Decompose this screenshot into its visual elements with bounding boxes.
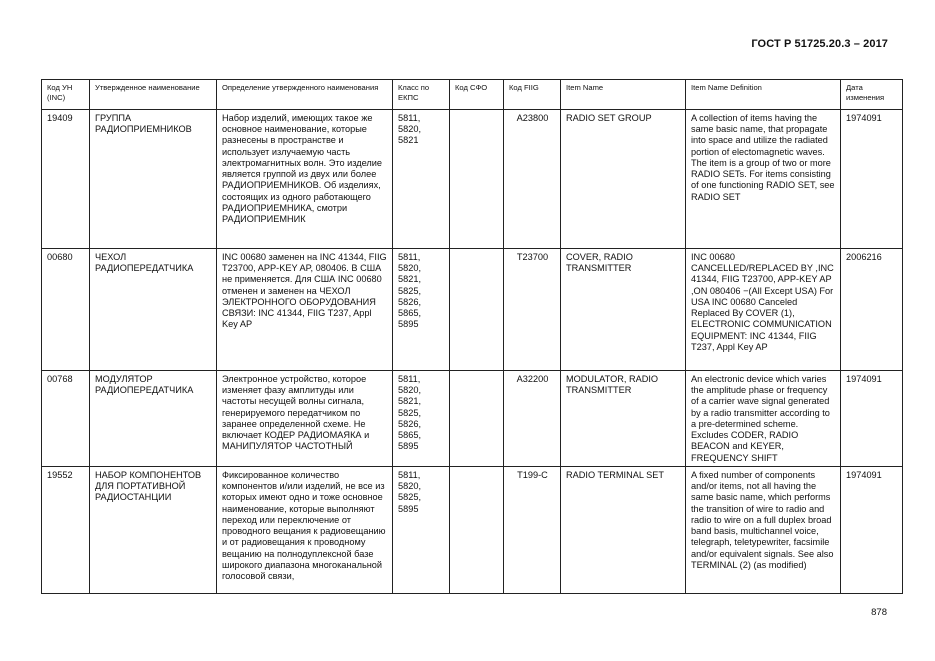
cell-code: 00768 xyxy=(42,371,90,467)
cell-code: 19552 xyxy=(42,467,90,594)
header-item-name: Item Name xyxy=(561,80,686,110)
document-standard-header: ГОСТ Р 51725.20.3 – 2017 xyxy=(751,38,888,50)
cell-definition-ru: Фиксированное количество компонентов и/или изделий, не все из которых имеют одно и тоже основное наименование, которые выполняют переход или переключение от проводного вещания к радиовещанию и от радиовещания к проводному вещанию на полнодуплексной базе широкого диапазона многоканальной голосовой связи, xyxy=(217,467,393,594)
cell-definition-ru: INC 00680 заменен на INC 41344, FIIG T23700, APP-KEY AP, 080406. В США не применяется. Для США INC 00680 отменен и заменен на ЧЕХОЛ ЭЛЕКТРОННОГО ОБОРУДОВАНИЯ СВЯЗИ: INC 41344, FIIG T237, Appl Key AP xyxy=(217,249,393,371)
cell-sfo xyxy=(450,371,504,467)
cell-date: 1974091 xyxy=(841,467,903,594)
table-header-row xyxy=(42,80,903,110)
cell-definition-ru: Набор изделий, имеющих такое же основное наименование, которые разнесены в пространстве и использует излучаемую часть электромагнитных волн. Это изделие является группой из двух или более РАДИОПРИЕМНИКОВ. Об изделиях, состоящих из одного работающего РАДИОПРИЕМНИКА, смотри РАДИОПРИЕМНИК xyxy=(217,110,393,249)
page-number: 878 xyxy=(871,607,887,618)
cell-name-ru: МОДУЛЯТОР РАДИОПЕРЕДАТЧИКА xyxy=(90,371,217,467)
table-row xyxy=(42,110,903,249)
cell-class-codes: 5811, 5820, 5821 xyxy=(393,110,450,249)
cell-item-name: RADIO TERMINAL SET xyxy=(561,467,686,594)
cell-sfo xyxy=(450,110,504,249)
cell-date: 1974091 xyxy=(841,371,903,467)
cell-fiig: A23800 xyxy=(504,110,561,249)
table-row xyxy=(42,467,903,594)
header-change-date: Дата изменения xyxy=(841,80,903,110)
cell-item-definition: An electronic device which varies the amplitude phase or frequency of a carrier wave signal generated by a radio transmitter according to a pre-determined scheme. Excludes CODER, RADIO BEACON and KEYER, FREQUENCY SHIFT xyxy=(686,371,841,467)
cell-date: 1974091 xyxy=(841,110,903,249)
cell-class-codes: 5811, 5820, 5825, 5895 xyxy=(393,467,450,594)
cell-item-definition: INC 00680 CANCELLED/REPLACED BY ,INC 41344, FIIG T23700, APP-KEY AP ,ON 080406 −(All Except USA) For USA INC 00680 Canceled Replaced By COVER (1), ELECTRONIC COMMUNICATION EQUIPMENT: INC 41344, FIIG T237, Appl Key AP xyxy=(686,249,841,371)
cell-sfo xyxy=(450,467,504,594)
cell-item-definition: A collection of items having the same basic name, that propagate into space and utilize the radiated portion of electomagnetic waves. The item is a group of two or more RADIO SETs. For items consisting of one functioning RADIO SET, see RADIO SET xyxy=(686,110,841,249)
table-row xyxy=(42,371,903,467)
cell-class-codes: 5811, 5820, 5821, 5825, 5826, 5865, 5895 xyxy=(393,371,450,467)
cell-class-codes: 5811, 5820, 5821, 5825, 5826, 5865, 5895 xyxy=(393,249,450,371)
cell-definition-ru: Электронное устройство, которое изменяет фазу амплитуды или частоты несущей волны сигнала, генерируемого передатчиком по заранее определенной схеме. Не включает КОДЕР РАДИОМАЯКА и МАНИПУЛЯТОР ЧАСТОТНЫЙ xyxy=(217,371,393,467)
cell-fiig: T199-C xyxy=(504,467,561,594)
catalog-table xyxy=(41,79,903,594)
cell-code: 00680 xyxy=(42,249,90,371)
cell-item-name: MODULATOR, RADIO TRANSMITTER xyxy=(561,371,686,467)
header-approved-definition: Определение утвержденного наименования xyxy=(217,80,393,110)
cell-name-ru: ГРУППА РАДИОПРИЕМНИКОВ xyxy=(90,110,217,249)
cell-name-ru: НАБОР КОМПОНЕНТОВ ДЛЯ ПОРТАТИВНОЙ РАДИОСТАНЦИИ xyxy=(90,467,217,594)
cell-item-name: COVER, RADIO TRANSMITTER xyxy=(561,249,686,371)
table-row xyxy=(42,249,903,371)
cell-item-name: RADIO SET GROUP xyxy=(561,110,686,249)
cell-name-ru: ЧЕХОЛ РАДИОПЕРЕДАТЧИКА xyxy=(90,249,217,371)
cell-date: 2006216 xyxy=(841,249,903,371)
header-class-ekps: Класс по ЕКПС xyxy=(393,80,450,110)
cell-fiig: A32200 xyxy=(504,371,561,467)
cell-fiig: T23700 xyxy=(504,249,561,371)
header-item-name-definition: Item Name Definition xyxy=(686,80,841,110)
header-code-fiig: Код FIIG xyxy=(504,80,561,110)
header-code-un: Код УН (INC) xyxy=(42,80,90,110)
cell-item-definition: A fixed number of components and/or items, not all having the same basic name, which performs the transition of wire to radio and radio to wire on a full duplex broad band basis, multichannel voice, telegraph, teletypewriter, facsimile and/or equivalent signals. See also TERMINAL (2) (as modified) xyxy=(686,467,841,594)
header-code-sfo: Код СФО xyxy=(450,80,504,110)
cell-code: 19409 xyxy=(42,110,90,249)
cell-sfo xyxy=(450,249,504,371)
header-approved-name: Утвержденное наименование xyxy=(90,80,217,110)
